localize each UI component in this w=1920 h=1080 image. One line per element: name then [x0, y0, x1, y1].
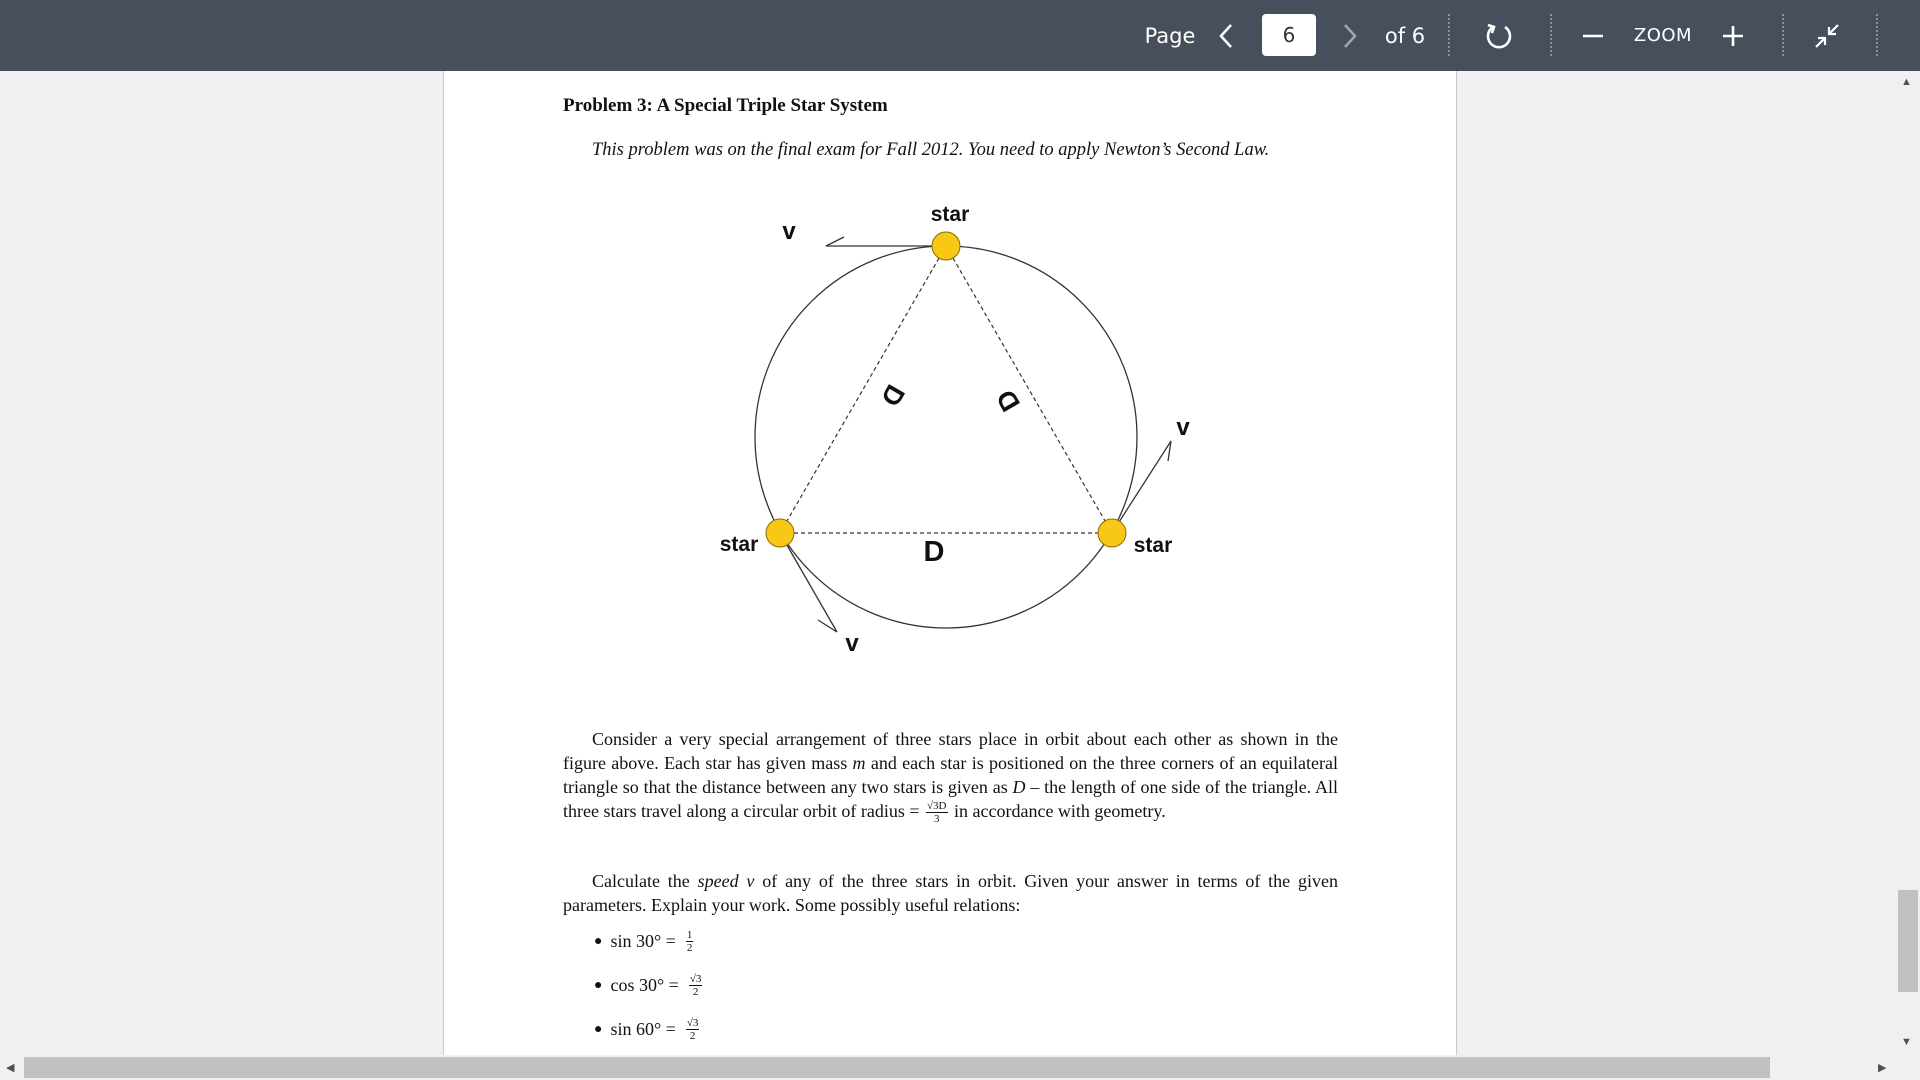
star-label: star — [930, 203, 970, 226]
minus-icon — [1581, 24, 1605, 48]
previous-page-button[interactable] — [1208, 0, 1244, 71]
triangle-side — [946, 246, 1112, 533]
relation-item: ● sin 60° = $\frac{√3}{2}$ — [594, 1017, 699, 1042]
star-top — [932, 232, 960, 260]
problem-intro: This problem was on the final exam for Fall 2012. You need to apply Newton’s Second Law. — [592, 140, 1270, 160]
orbit-circle — [755, 246, 1137, 628]
zoom-out-button[interactable] — [1575, 0, 1611, 71]
toolbar-divider — [1448, 14, 1450, 56]
pdf-toolbar — [0, 0, 1920, 71]
side-label: D — [990, 384, 1027, 417]
triple-star-figure — [444, 71, 1456, 671]
side-label: D — [874, 379, 911, 412]
problem-title: Problem 3: A Special Triple Star System — [563, 95, 888, 116]
problem-paragraph: Consider a very special arrangement of three stars place in orbit about each other as shown in the figure above. Each star has given mass m and each star is positioned on the three corners of an equilateral triangle so that the distance between any two stars is given as D – the length of one side of the triangle. All three stars travel along a circular orbit of radius = $\frac{√3D}{3}$ in accordance with geometry. — [563, 729, 1338, 826]
toolbar-divider — [1782, 14, 1784, 56]
pdf-page — [443, 71, 1457, 1055]
star-bottom-left — [766, 519, 794, 547]
radius-fraction: $\frac{√3D}{3}$ — [927, 800, 947, 826]
speed-term: speed v — [697, 871, 755, 891]
scroll-right-arrow[interactable]: ▶ — [1878, 1062, 1887, 1074]
zoom-label: ZOOM — [1633, 25, 1693, 46]
velocity-label: v — [1176, 414, 1190, 441]
velocity-label: v — [782, 218, 796, 245]
document-viewer[interactable] — [0, 71, 1920, 1055]
velocity-vector — [1112, 441, 1171, 533]
toolbar-divider — [1876, 14, 1878, 56]
scroll-down-arrow[interactable]: ▼ — [1901, 1036, 1912, 1048]
exit-fullscreen-button[interactable] — [1809, 0, 1845, 71]
scroll-left-arrow[interactable]: ◀ — [6, 1062, 15, 1074]
page-label: Page — [1144, 23, 1196, 48]
zoom-in-button[interactable] — [1715, 0, 1751, 71]
vertical-scroll-thumb[interactable] — [1898, 890, 1918, 992]
toolbar-divider — [1550, 14, 1552, 56]
plus-icon — [1721, 24, 1745, 48]
star-label: star — [719, 533, 759, 556]
total-pages-label: of 6 — [1384, 23, 1426, 48]
chevron-left-icon — [1217, 23, 1235, 49]
relation-item: ● cos 30° = $\frac{√3}{2}$ — [594, 973, 702, 998]
collapse-icon — [1813, 22, 1841, 50]
next-page-button[interactable] — [1332, 0, 1368, 71]
horizontal-scroll-thumb[interactable] — [24, 1057, 1770, 1078]
rotate-button[interactable] — [1481, 0, 1517, 71]
scroll-up-arrow[interactable]: ▲ — [1901, 76, 1912, 88]
star-label: star — [1133, 534, 1173, 557]
velocity-vector — [780, 533, 837, 632]
side-label: D — [923, 536, 945, 568]
rotate-icon — [1484, 21, 1514, 51]
distance-symbol: D — [1012, 777, 1026, 797]
star-bottom-right — [1098, 519, 1126, 547]
velocity-label: v — [845, 630, 859, 657]
velocity-arrowhead — [826, 237, 844, 246]
chevron-right-icon — [1341, 23, 1359, 49]
question-paragraph: Calculate the speed v of any of the three stars in orbit. Given your answer in terms of the given parameters. Explain your work. Some possibly useful relations: — [563, 871, 1338, 915]
triangle-side — [780, 246, 946, 533]
mass-symbol: m — [852, 753, 866, 773]
page-number-input[interactable] — [1262, 14, 1316, 56]
relation-item: ● sin 30° = $\frac{1}{2}$ — [594, 929, 693, 954]
